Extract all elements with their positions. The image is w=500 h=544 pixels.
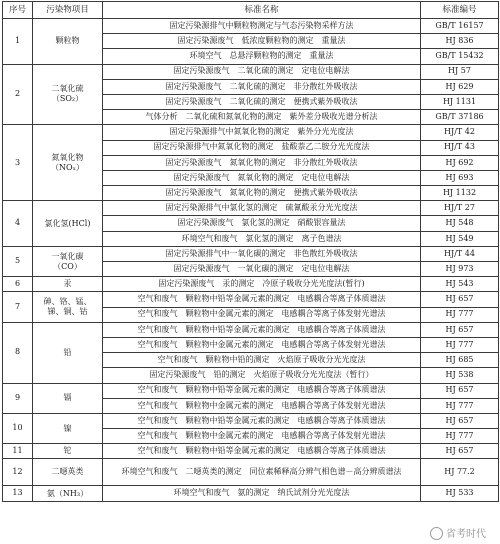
standard-code: GB/T 37186	[421, 110, 499, 125]
standard-code: HJ 1131	[421, 94, 499, 109]
pollutant-item: 二氧化硫 （SO₂）	[33, 64, 103, 125]
standard-code: HJ 629	[421, 79, 499, 94]
row-number: 10	[3, 413, 33, 443]
pollutant-item: 二噁英类	[33, 459, 103, 486]
standard-code: HJ 777	[421, 307, 499, 322]
standard-name: 固定污染源废气 铅的测定 火焰原子吸收分光光度法（暂行）	[103, 368, 421, 383]
standard-code: HJ/T 42	[421, 125, 499, 140]
standard-name: 空气和废气 颗粒物中铅等金属元素的测定 电感耦合等离子体质谱法	[103, 383, 421, 398]
pollutant-item: 氮氧化物 （NOₓ）	[33, 125, 103, 201]
standard-code: HJ 657	[421, 383, 499, 398]
standard-code: HJ 973	[421, 262, 499, 277]
table-row	[3, 322, 499, 337]
standard-name: 环境空气 总悬浮颗粒物的测定 重量法	[103, 49, 421, 64]
standard-code: HJ 693	[421, 170, 499, 185]
standard-name: 固定污染源废气 氯化氢的测定 硝酸银容量法	[103, 216, 421, 231]
pollutant-item: 氯化氢(HCl)	[33, 201, 103, 247]
standard-code: HJ 549	[421, 231, 499, 246]
header-row	[3, 2, 499, 19]
table-row	[3, 19, 499, 34]
standard-code: HJ 543	[421, 277, 499, 292]
standard-code: HJ 548	[421, 216, 499, 231]
watermark-text: 省考时代	[446, 528, 486, 540]
pollutant-item: 镉	[33, 383, 103, 413]
standard-code: GB/T 16157	[421, 19, 499, 34]
header-no: 序号	[3, 2, 33, 19]
standard-code: HJ 657	[421, 413, 499, 428]
standard-name: 环境空气和废气 二噁英类的测定 同位素稀释高分辨气相色谱－高分辨质谱法	[103, 459, 421, 486]
row-number: 7	[3, 292, 33, 322]
table-row	[3, 413, 499, 428]
standard-code: HJ/T 27	[421, 201, 499, 216]
table-row	[3, 459, 499, 486]
standard-code: HJ 685	[421, 353, 499, 368]
standard-code: HJ 692	[421, 155, 499, 170]
standard-name: 固定污染源排气中一氧化碳的测定 非色散红外吸收法	[103, 246, 421, 261]
standard-code: HJ 657	[421, 292, 499, 307]
table-row	[3, 292, 499, 307]
standard-code: HJ 777	[421, 398, 499, 413]
standard-code: HJ/T 44	[421, 246, 499, 261]
standard-code: HJ 538	[421, 368, 499, 383]
row-number: 4	[3, 201, 33, 247]
standard-code: HJ 777	[421, 429, 499, 444]
table-row	[3, 444, 499, 459]
standard-name: 空气和废气 颗粒物中铅等金属元素的测定 电感耦合等离子体质谱法	[103, 322, 421, 337]
table-row	[3, 383, 499, 398]
pollutant-item: 镍	[33, 413, 103, 443]
standard-code: GB/T 15432	[421, 49, 499, 64]
pollutant-item: 氨（NH₃）	[33, 486, 103, 501]
pollutant-item: 汞	[33, 277, 103, 292]
standard-name: 空气和废气 颗粒物中金属元素的测定 电感耦合等离子体发射光谱法	[103, 429, 421, 444]
standard-name: 固定污染源废气 氮氧化物的测定 便携式紫外吸收法	[103, 186, 421, 201]
standard-name: 气体分析 二氧化硫和氮氧化物的测定 紫外差分吸收光谱分析法	[103, 110, 421, 125]
table-row	[3, 246, 499, 261]
standard-name: 固定污染源排气中氮氧化物的测定 盐酸萘乙二胺分光光度法	[103, 140, 421, 155]
table-row	[3, 277, 499, 292]
standard-name: 环境空气和废气 氨的测定 纳氏试剂分光光度法	[103, 486, 421, 501]
standard-name: 固定污染源废气 汞的测定 冷原子吸收分光光度法(暂行)	[103, 277, 421, 292]
header-name: 标准名称	[103, 2, 421, 19]
watermark	[430, 525, 486, 541]
standard-code: HJ/T 43	[421, 140, 499, 155]
standard-name: 固定污染源废气 氮氧化物的测定 非分散红外吸收法	[103, 155, 421, 170]
row-number: 2	[3, 64, 33, 125]
pollutant-item: 铅	[33, 322, 103, 383]
standard-name: 固定污染源排气中氮氧化物的测定 紫外分光光度法	[103, 125, 421, 140]
pollutant-item: 铊	[33, 444, 103, 459]
wechat-icon	[430, 527, 443, 540]
table-row	[3, 64, 499, 79]
standard-name: 空气和废气 颗粒物中金属元素的测定 电感耦合等离子体发射光谱法	[103, 398, 421, 413]
pollutant-item: 颗粒物	[33, 19, 103, 65]
standard-name: 环境空气和废气 氯化氢的测定 离子色谱法	[103, 231, 421, 246]
standard-code: HJ 777	[421, 337, 499, 352]
row-number: 11	[3, 444, 33, 459]
standard-name: 空气和废气 颗粒物中金属元素的测定 电感耦合等离子体发射光谱法	[103, 337, 421, 352]
standard-name: 固定污染源废气 二氧化硫的测定 便携式紫外吸收法	[103, 94, 421, 109]
standard-name: 空气和废气 颗粒物中铅的测定 火焰原子吸收分光光度法	[103, 353, 421, 368]
row-number: 9	[3, 383, 33, 413]
standard-code: HJ 77.2	[421, 459, 499, 486]
standard-name: 固定污染源废气 二氧化硫的测定 定电位电解法	[103, 64, 421, 79]
standard-name: 固定污染源排气中氯化氢的测定 硫氰酸汞分光光度法	[103, 201, 421, 216]
standard-name: 空气和废气 颗粒物中铅等金属元素的测定 电感耦合等离子体质谱法	[103, 413, 421, 428]
table-row	[3, 486, 499, 501]
standard-code: HJ 533	[421, 486, 499, 501]
row-number: 12	[3, 459, 33, 486]
standard-code: HJ 57	[421, 64, 499, 79]
standard-name: 空气和废气 颗粒物中铅等金属元素的测定 电感耦合等离子体质谱法	[103, 444, 421, 459]
row-number: 13	[3, 486, 33, 501]
standard-code: HJ 836	[421, 34, 499, 49]
standard-code: HJ 657	[421, 322, 499, 337]
standard-code: HJ 657	[421, 444, 499, 459]
standard-name: 固定污染源废气 一氧化碳的测定 定电位电解法	[103, 262, 421, 277]
table-row	[3, 201, 499, 216]
standard-code: HJ 1132	[421, 186, 499, 201]
row-number: 8	[3, 322, 33, 383]
standard-name: 固定污染源废气 氮氧化物的测定 定电位电解法	[103, 170, 421, 185]
table-row	[3, 125, 499, 140]
pollutant-item: 一氧化碳 （CO）	[33, 246, 103, 276]
standard-name: 空气和废气 颗粒物中金属元素的测定 电感耦合等离子体发射光谱法	[103, 307, 421, 322]
row-number: 5	[3, 246, 33, 276]
header-item: 污染物项目	[33, 2, 103, 19]
row-number: 6	[3, 277, 33, 292]
standard-name: 固定污染源废气 二氧化硫的测定 非分散红外吸收法	[103, 79, 421, 94]
standard-name: 固定污染源排气中颗粒物测定与气态污染物采样方法	[103, 19, 421, 34]
pollutant-item: 砷、铬、锰、 锑、铜、钴	[33, 292, 103, 322]
table-body	[3, 19, 499, 502]
row-number: 3	[3, 125, 33, 201]
row-number: 1	[3, 19, 33, 65]
standards-table	[2, 1, 499, 502]
standard-name: 空气和废气 颗粒物中铅等金属元素的测定 电感耦合等离子体质谱法	[103, 292, 421, 307]
header-code: 标准编号	[421, 2, 499, 19]
standard-name: 固定污染源废气 低浓度颗粒物的测定 重量法	[103, 34, 421, 49]
